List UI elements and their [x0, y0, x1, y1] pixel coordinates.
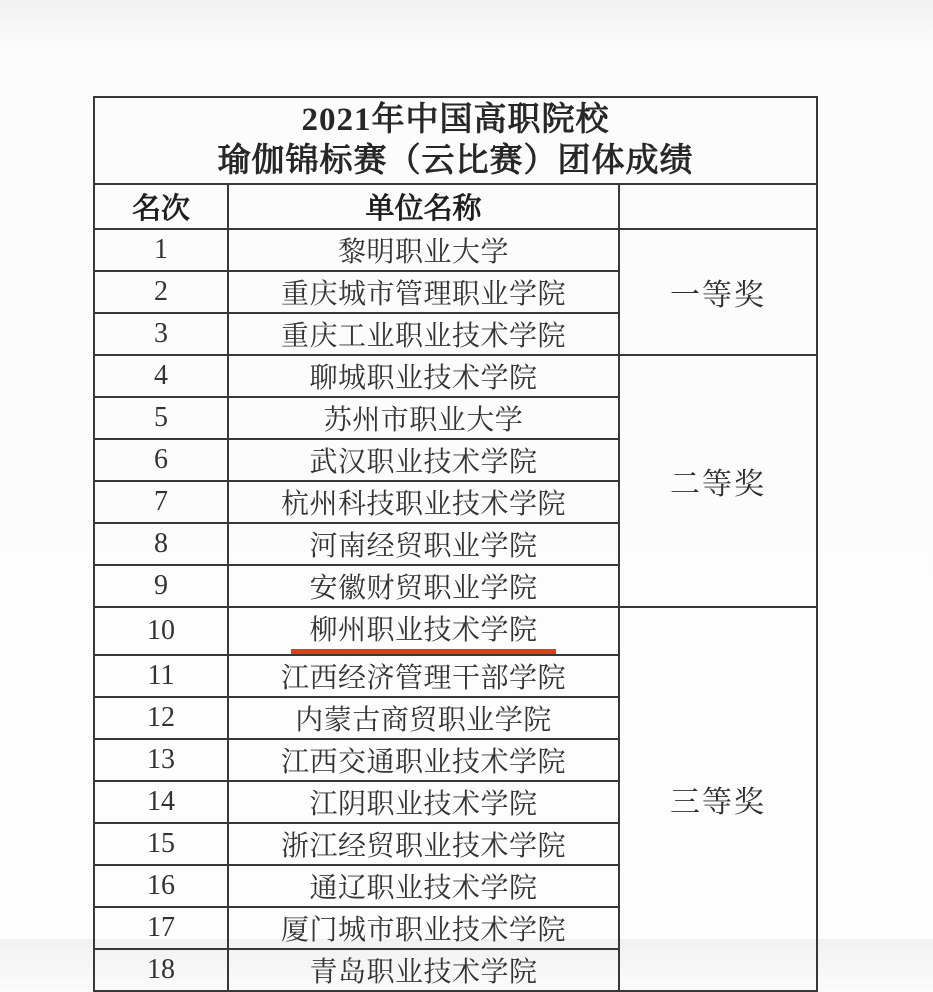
unit-name: 江西交通职业技术学院 — [228, 739, 619, 781]
table-row-highlighted — [94, 607, 817, 655]
rank-value: 9 — [94, 565, 228, 607]
unit-name: 武汉职业技术学院 — [228, 439, 619, 481]
unit-name: 江阴职业技术学院 — [228, 781, 619, 823]
rank-value: 18 — [94, 949, 228, 991]
unit-name: 重庆工业职业技术学院 — [228, 313, 619, 355]
red-underline-highlight: 柳州职业技术学院 — [291, 608, 555, 654]
rank-value: 5 — [94, 397, 228, 439]
rank-value: 2 — [94, 271, 228, 313]
unit-name: 聊城职业技术学院 — [228, 355, 619, 397]
unit-name: 内蒙古商贸职业学院 — [228, 697, 619, 739]
unit-name: 厦门城市职业技术学院 — [228, 907, 619, 949]
rank-value: 4 — [94, 355, 228, 397]
rank-value: 17 — [94, 907, 228, 949]
unit-name: 杭州科技职业技术学院 — [228, 481, 619, 523]
unit-name-highlighted — [228, 607, 619, 655]
unit-name: 青岛职业技术学院 — [228, 949, 619, 991]
rank-value: 10 — [94, 607, 228, 655]
rank-value: 8 — [94, 523, 228, 565]
unit-name: 通辽职业技术学院 — [228, 865, 619, 907]
title-line-2: 瑜伽锦标赛（云比赛）团体成绩 — [217, 142, 694, 179]
table-title-row — [94, 97, 817, 184]
rank-value: 7 — [94, 481, 228, 523]
unit-name: 浙江经贸职业技术学院 — [228, 823, 619, 865]
table-header-row — [94, 184, 817, 229]
rank-value: 12 — [94, 697, 228, 739]
unit-name: 黎明职业大学 — [228, 229, 619, 271]
title-line-1: 2021年中国高职院校 — [301, 101, 610, 138]
column-header-unit: 单位名称 — [228, 184, 619, 229]
award-cell-third-prize: 三等奖 — [619, 607, 817, 991]
rank-value: 16 — [94, 865, 228, 907]
rank-value: 11 — [94, 655, 228, 697]
unit-name: 江西经济管理干部学院 — [228, 655, 619, 697]
rank-value: 1 — [94, 229, 228, 271]
table-row — [94, 229, 817, 271]
rank-value: 13 — [94, 739, 228, 781]
unit-name: 安徽财贸职业学院 — [228, 565, 619, 607]
award-cell-second-prize: 二等奖 — [619, 355, 817, 607]
rank-value: 6 — [94, 439, 228, 481]
rank-value: 15 — [94, 823, 228, 865]
column-header-rank: 名次 — [94, 184, 228, 229]
table-row — [94, 355, 817, 397]
column-header-award — [619, 184, 817, 229]
rank-value: 3 — [94, 313, 228, 355]
table-title — [94, 97, 817, 184]
unit-name: 河南经贸职业学院 — [228, 523, 619, 565]
unit-name: 重庆城市管理职业学院 — [228, 271, 619, 313]
rank-value: 14 — [94, 781, 228, 823]
unit-name: 苏州市职业大学 — [228, 397, 619, 439]
award-cell-first-prize: 一等奖 — [619, 229, 817, 355]
results-table — [93, 96, 818, 992]
